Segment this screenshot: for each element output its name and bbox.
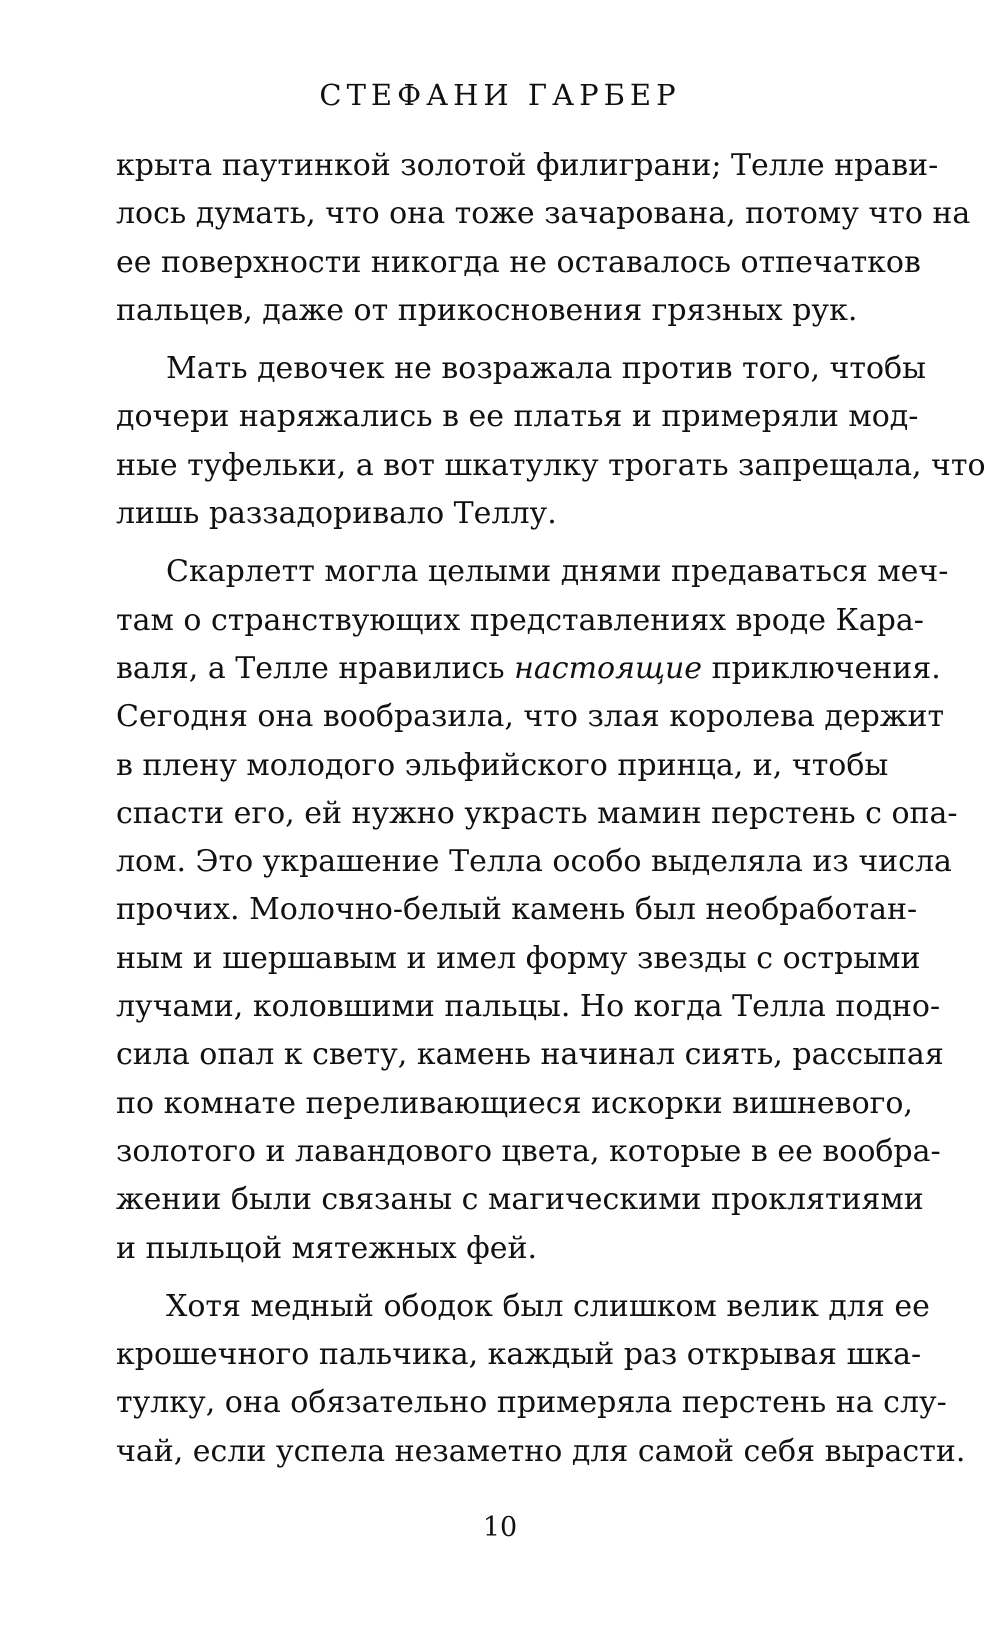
text-segment: приключения. (702, 650, 941, 686)
text-line: крыта паутинкой золотой филиграни; Телле нрави- (116, 148, 939, 183)
text-line: сила опал к свету, камень начинал сиять, рассыпая (116, 1037, 944, 1073)
text-line: ее поверхности никогда не оставалось отпечатков (116, 244, 921, 280)
text-line: тулку, она обязательно примеряла перстень на слу- (116, 1385, 947, 1421)
text-line: спасти его, ей нужно украсть мамин перстень с опа- (116, 795, 958, 831)
text-line: там о странствующих представлениях вроде Кара- (116, 602, 924, 638)
italic-emphasis: настоящие (514, 650, 703, 686)
text-line: Хотя медный ободок был слишком велик для ее (166, 1288, 930, 1324)
text-line: и пыльцой мятежных фей. (116, 1230, 537, 1266)
text-line: крошечного пальчика, каждый раз открывая шка- (116, 1337, 922, 1373)
text-line: ным и шершавым и имел форму звезды с острыми (116, 940, 921, 976)
text-segment: валя, а Телле нравились (116, 650, 515, 686)
text-line: золотого и лавандового цвета, которые в ее вообра- (116, 1133, 941, 1169)
text-line: лишь раззадоривало Теллу. (116, 496, 557, 532)
text-line-mixed (116, 645, 941, 693)
page-number: 10 (482, 1512, 518, 1543)
paragraph-4 (116, 1283, 966, 1476)
paragraph-1 (116, 142, 971, 335)
paragraph-3 (116, 548, 958, 1272)
text-line: лось думать, что она тоже зачарована, потому что на (116, 196, 971, 232)
running-head: СТЕФАНИ ГАРБЕР (319, 78, 681, 112)
body-text (116, 142, 986, 1486)
text-line: дочери наряжались в ее платья и примеряли мод- (116, 399, 919, 435)
text-line: Мать девочек не возражала против того, чтобы (166, 351, 926, 387)
text-line: лом. Это украшение Телла особо выделяла из числа (116, 844, 952, 880)
text-line: жении были связаны с магическими проклятиями (116, 1182, 924, 1218)
text-line: лучами, коловшими пальцы. Но когда Телла подно- (116, 989, 941, 1025)
paragraph-2 (116, 345, 986, 538)
text-line: пальцев, даже от прикосновения грязных рук. (116, 292, 858, 328)
text-line: ные туфельки, а вот шкатулку трогать запрещала, что (116, 447, 986, 483)
text-line: чай, если успела незаметно для самой себя вырасти. (116, 1433, 966, 1469)
text-line: прочих. Молочно-белый камень был необработан- (116, 892, 918, 928)
text-line: Скарлетт могла целыми днями предаваться меч- (166, 554, 949, 590)
text-line: в плену молодого эльфийского принца, и, чтобы (116, 747, 889, 783)
text-line: по комнате переливающиеся искорки вишневого, (116, 1085, 913, 1121)
text-line: Сегодня она вообразила, что злая королева держит (116, 699, 945, 735)
